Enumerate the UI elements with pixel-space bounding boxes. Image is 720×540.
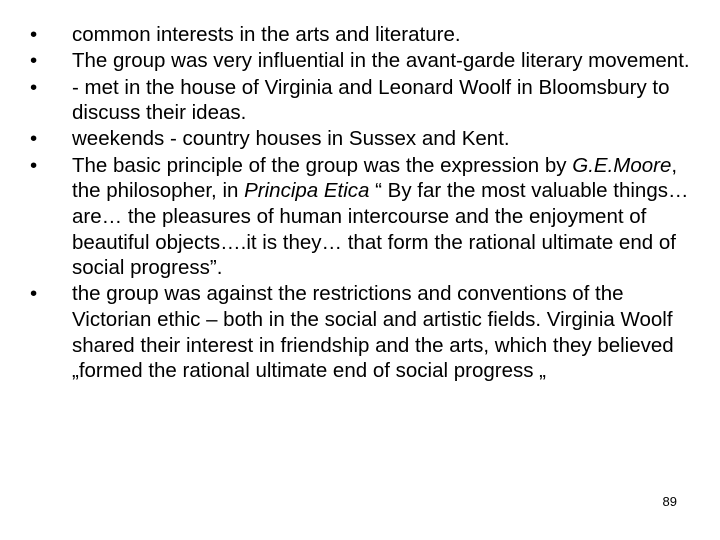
bullet-dot-icon: • [30, 23, 38, 46]
bullet-dot-icon: • [30, 153, 38, 177]
bullet-text: The group was very influential in the avant-garde literary movement. [72, 49, 690, 73]
bullet-dot-icon: • [30, 75, 38, 99]
bullet-dot-icon: • [30, 282, 38, 306]
bullet-dot-icon: • [30, 127, 38, 151]
bullet-item-weekends [30, 126, 690, 152]
bullet-dot-icon: • [30, 49, 38, 73]
bullet-item-common-interests [30, 22, 690, 48]
page-number: 89 [662, 494, 677, 509]
book-title-italic: Principa Etica [244, 179, 370, 203]
bullet-item-meeting-place [30, 75, 690, 126]
slide-bullet-list [30, 22, 690, 384]
author-name-italic: G.E.Moore [572, 153, 672, 177]
bullet-item-victorian-ethic [30, 281, 690, 383]
bullet-item-influence [30, 48, 690, 74]
bullet-text: common interests in the arts and literature. [72, 23, 461, 46]
bullet-text: - met in the house of Virginia and Leonard Woolf in Bloomsbury to discuss their ideas. [72, 75, 670, 125]
bullet-text-part: , the philosopher, in [72, 153, 678, 203]
bullet-text-part: The basic principle of the group was the expression by [72, 153, 573, 177]
bullet-text: weekends - country houses in Sussex and Kent. [72, 127, 510, 151]
bullet-item-basic-principle [30, 153, 690, 281]
bullet-text: the group was against the restrictions and conventions of the Victorian ethic – both in the social and artistic fields. Virginia Woolf shared their interest in friendship and the arts, which they believed „formed the rational ultimate end of social progress „ [72, 282, 674, 383]
bullet-text-part: “ By far the most valuable things… are… the pleasures of human intercourse and the enjoyment of beautiful objects….it is they… that form the rational ultimate end of social progress”. [72, 179, 689, 280]
